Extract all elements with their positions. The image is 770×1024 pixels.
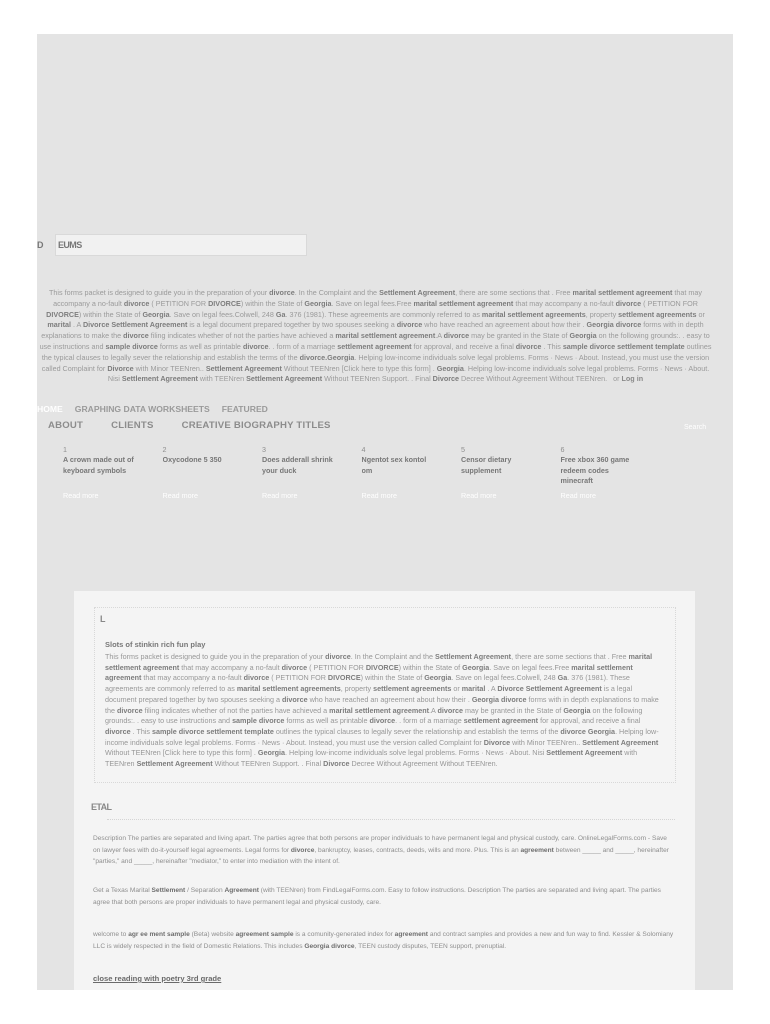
search-link[interactable]: Search	[684, 424, 707, 431]
read-more-link[interactable]: Read more	[262, 491, 298, 500]
nav-clients[interactable]: CLIENTS	[111, 420, 154, 431]
read-more-link[interactable]: Read more	[361, 491, 398, 500]
featured-cards	[63, 445, 660, 500]
nav-featured[interactable]: FEATURED	[221, 404, 268, 414]
card-title[interactable]: Censor dietary supplement	[461, 455, 512, 475]
nav-home[interactable]: HOME	[37, 404, 63, 414]
article-body: This forms packet is designed to guide you in the preparation of your divorce. In the Complaint and the Settlement Agreement, there are some sections that . Free marital settlement agreement that may accompany a no-fault divorce ( PETITION FOR DIVORCE) within the State of Georgia. Save on legal fees.Free marital settlement agreement that may accompany a no-fault divorce ( PETITION FOR DIVORCE) within the State of Georgia. Save on legal fees.Colwell, 248 Ga. 376 (1981). These agreements are commonly referred to as marital settlement agreements, property settlement agreements or marital . A Divorce Settlement Agreement is a legal document prepared together by two spouses seeking a divorce who have reached an agreement about how their . Georgia divorce forms with in depth explanations to make the divorce filing indicates whether of not the parties have achieved a marital settlement agreement.A divorce may be granted in the State of Georgia on the following grounds:. . easy to use instructions and sample divorce forms as well as printable divorce. . form of a marriage settlement agreement for approval, and receive a final divorce . This sample divorce settlement template outlines the typical clauses to legally sever the relationship and establish the terms of the divorce Georgia. Helping low-income individuals solve legal problems. Forms · News · About. Instead, you must use the version called Complaint for Divorce with Minor TEENren.. Settlement Agreement Without TEENren [Click here to type this form] . Georgia. Helping low-income individuals solve legal problems. Forms · News · About. Nisi Settlement Agreement with TEENren Settlement Agreement Without TEENren Support. . Final Divorce Decree Without Agreement Without TEENren.	[105, 652, 659, 769]
read-more-link[interactable]: Read more	[63, 491, 99, 500]
card-number: 5	[461, 445, 465, 454]
poetry-reading-link[interactable]: close reading with poetry 3rd grade	[93, 974, 222, 983]
card-1	[63, 445, 163, 500]
card-number: 4	[361, 445, 366, 454]
texas-settlement-paragraph: Get a Texas Marital Settlement / Separation Agreement (with TEENren) from FindLegalForms.com. Easy to follow instructions. Description The parties are separated and living apart. The parties agree that both persons are proper individuals to have permanent legal and physical custody, care.	[93, 887, 661, 906]
card-6	[561, 445, 661, 500]
login-separator: or	[613, 374, 620, 384]
read-more-link[interactable]: Read more	[560, 491, 597, 500]
read-more-link[interactable]: Read more	[461, 491, 497, 500]
login-link[interactable]: Log in	[621, 374, 644, 384]
primary-nav	[37, 404, 268, 414]
nav-about[interactable]: ABOUT	[48, 420, 84, 431]
article-heading: L	[100, 614, 106, 624]
card-number: 2	[162, 445, 167, 454]
site-header	[37, 234, 307, 256]
agreement-sample-paragraph: welcome to agr ee ment sample (Beta) website agreement sample is a comunity-generated index for agreement and contract samples and provides a new and fun way to find. Kessler & Solomiany LLC is widely respected in the field of Domestic Relations. This includes Georgia divorce, TEEN custody disputes, TEEN support, prenuptial.	[93, 931, 674, 950]
card-3	[262, 445, 362, 500]
card-5	[461, 445, 561, 500]
title-box-label: EUMS	[58, 240, 82, 250]
card-number: 6	[560, 445, 565, 454]
title-box	[55, 234, 307, 256]
card-number: 3	[262, 445, 266, 454]
section-divider	[107, 819, 675, 820]
card-title[interactable]: Oxycodone 5 350	[162, 455, 222, 464]
nav-graphing-data-worksheets[interactable]: GRAPHING DATA WORKSHEETS	[74, 404, 210, 414]
nav-creative-biography-titles[interactable]: CREATIVE BIOGRAPHY TITLES	[181, 420, 331, 431]
card-4	[362, 445, 462, 500]
card-title[interactable]: Free xbox 360 game redeem codes minecraft	[560, 455, 630, 485]
secondary-nav	[48, 420, 331, 431]
card-2	[163, 445, 263, 500]
card-title[interactable]: A crown made out of keyboard symbols	[63, 455, 134, 475]
read-more-link[interactable]: Read more	[162, 491, 199, 500]
section-heading: ETAL	[91, 802, 112, 812]
card-title[interactable]: Does adderall shrink your duck	[262, 455, 333, 475]
card-title[interactable]: Ngentot sex kontol om	[361, 455, 427, 475]
article-title[interactable]: Slots of stinkin rich fun play	[105, 640, 206, 649]
card-number: 1	[63, 445, 67, 454]
description-paragraph: Description The parties are separated and living apart. The parties agree that both persons are proper individuals to have permanent legal and physical custody, care. OnlineLegalForms.com - Save on lawyer fees with do-it-yourself legal agreements. Legal forms for divorce, bankruptcy, leases, contracts, deeds, wills and more. Plus. This is an agreement between _____ and _____, hereinafter "parties," and _____, hereinafter "mediator," to enter into mediation with the intent of.	[93, 835, 669, 866]
site-title[interactable]: D	[37, 240, 43, 250]
intro-text: This forms packet is designed to guide you in the preparation of your divorce. In the Complaint and the Settlement Agreement, there are some sections that . Free marital settlement agreement that may accompany a no-fault divorce ( PETITION FOR DIVORCE) within the State of Georgia. Save on legal fees.Free marital settlement agreement that may accompany a no-fault divorce ( PETITION FOR DIVORCE) within the State of Georgia. Save on legal fees.Colwell, 248 Ga. 376 (1981). These agreements are commonly referred to as marital settlement agreements, property settlement agreements or marital . A Divorce Settlement Agreement is a legal document prepared together by two spouses seeking a divorce who have reached an agreement about how their . Georgia divorce forms with in depth explanations to make the divorce filing indicates whether of not the parties have achieved a marital settlement agreement.A divorce may be granted in the State of Georgia on the following grounds:. . easy to use instructions and sample divorce forms as well as printable divorce. . form of a marriage settlement agreement for approval, and receive a final divorce . This sample divorce settlement template outlines the typical clauses to legally sever the relationship and establish the terms of the divorce.Georgia. Helping low-income individuals solve legal problems. Forms · News · About. Instead, you must use the version called Complaint for Divorce with Minor TEENren.. Settlement Agreement Without TEENren [Click here to type this form] . Georgia. Helping low-income individuals solve legal problems. Forms · News · About. Nisi Settlement Agreement with TEENren Settlement Agreement Without TEENren Support. . Final Divorce Decree Without Agreement Without TEENren. or Log in	[39, 288, 712, 384]
